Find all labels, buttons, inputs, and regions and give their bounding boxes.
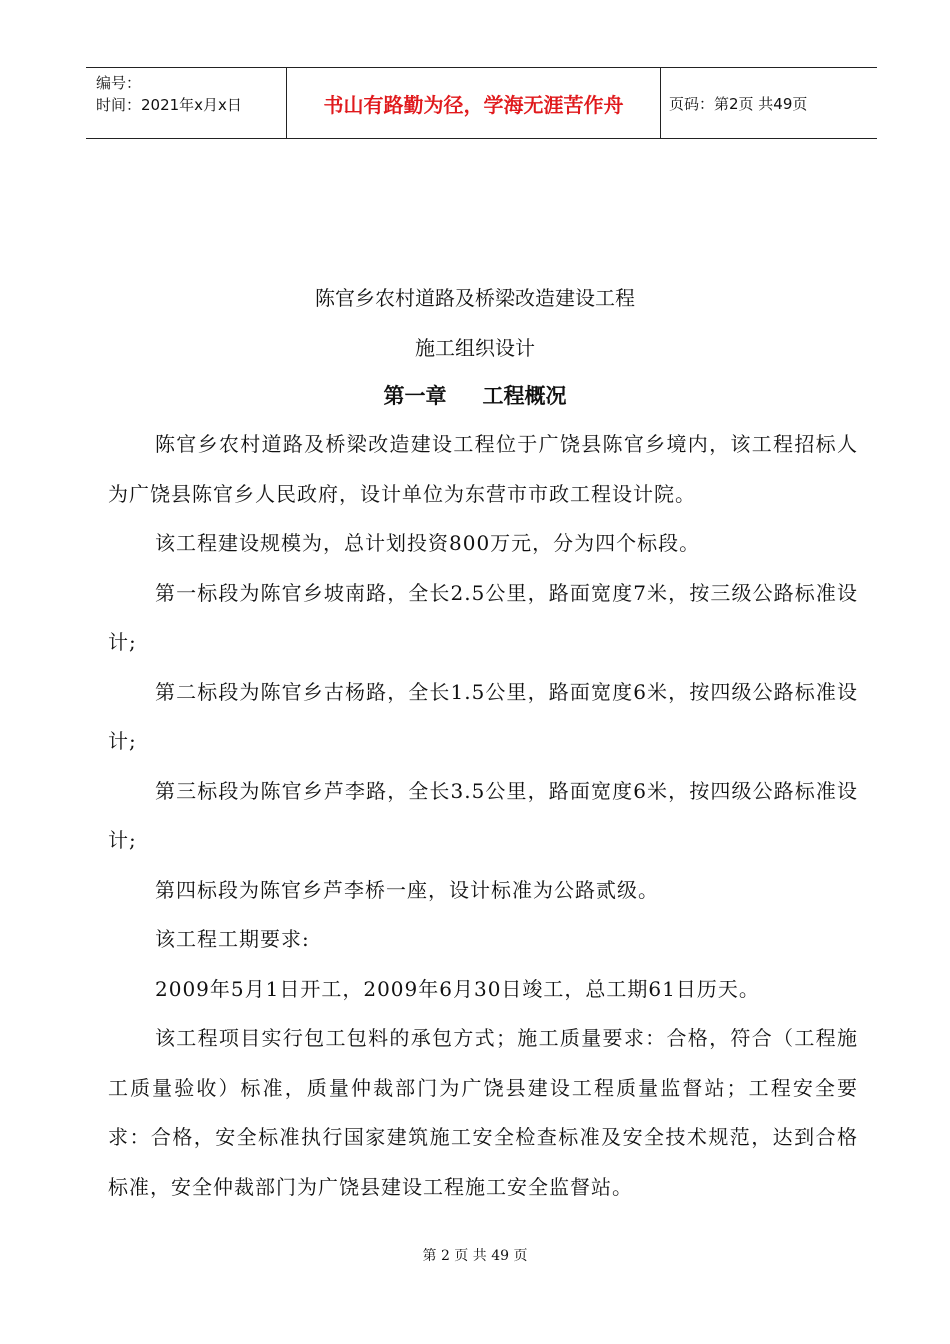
chapter-number: 第一章 — [383, 384, 447, 408]
header-page-info: 页码：第2页 共49页 — [669, 94, 808, 113]
document-body — [108, 420, 858, 1212]
chapter-title: 工程概况 — [482, 384, 567, 408]
paragraph: 2009年5月1日开工，2009年6月30日竣工，总工期61日历天。 — [155, 976, 760, 1001]
page-footer: 第 2 页 共 49 页 — [422, 1248, 528, 1264]
header-motto: 书山有路勤为径，学海无涯苦作舟 — [287, 68, 661, 138]
paragraph: 第二标段为陈官乡古杨路，全长1.5公里，路面宽度6米，按四级公路标准设计; — [108, 679, 858, 753]
chapter-heading — [0, 380, 950, 410]
header-meta-cell — [86, 68, 287, 138]
paragraph: 第三标段为陈官乡芦李路，全长3.5公里，路面宽度6米，按四级公路标准设计; — [108, 778, 858, 852]
paragraph: 第四标段为陈官乡芦李桥一座，设计标准为公路贰级。 — [155, 877, 659, 902]
paragraph: 该工程建设规模为，总计划投资800万元，分为四个标段。 — [155, 531, 701, 555]
document-time-label: 时间：2021年x月x日 — [96, 96, 242, 114]
document-subtitle: 施工组织设计 — [415, 336, 535, 360]
document-number-label: 编号： — [96, 74, 142, 92]
paragraph: 该工程项目实行包工包料的承包方式；施工质量要求：合格，符合（工程施工质量验收）标准，质量仲裁部门为广饶县建设工程质量监督站；工程安全要求：合格，安全标准执行国家建筑施工安全检查标准及安全技术规范，达到合格标准，安全仲裁部门为广饶县建设工程施工安全监督站。 — [108, 1026, 858, 1199]
paragraph: 第一标段为陈官乡坡南路，全长2.5公里，路面宽度7米，按三级公路标准设计; — [108, 580, 858, 654]
page-header-table — [86, 67, 877, 139]
paragraph: 陈官乡农村道路及桥梁改造建设工程位于广饶县陈官乡境内，该工程招标人为广饶县陈官乡人民政府，设计单位为东营市市政工程设计院。 — [108, 432, 858, 506]
paragraph: 该工程工期要求: — [155, 927, 310, 951]
document-title: 陈官乡农村道路及桥梁改造建设工程 — [315, 286, 635, 310]
